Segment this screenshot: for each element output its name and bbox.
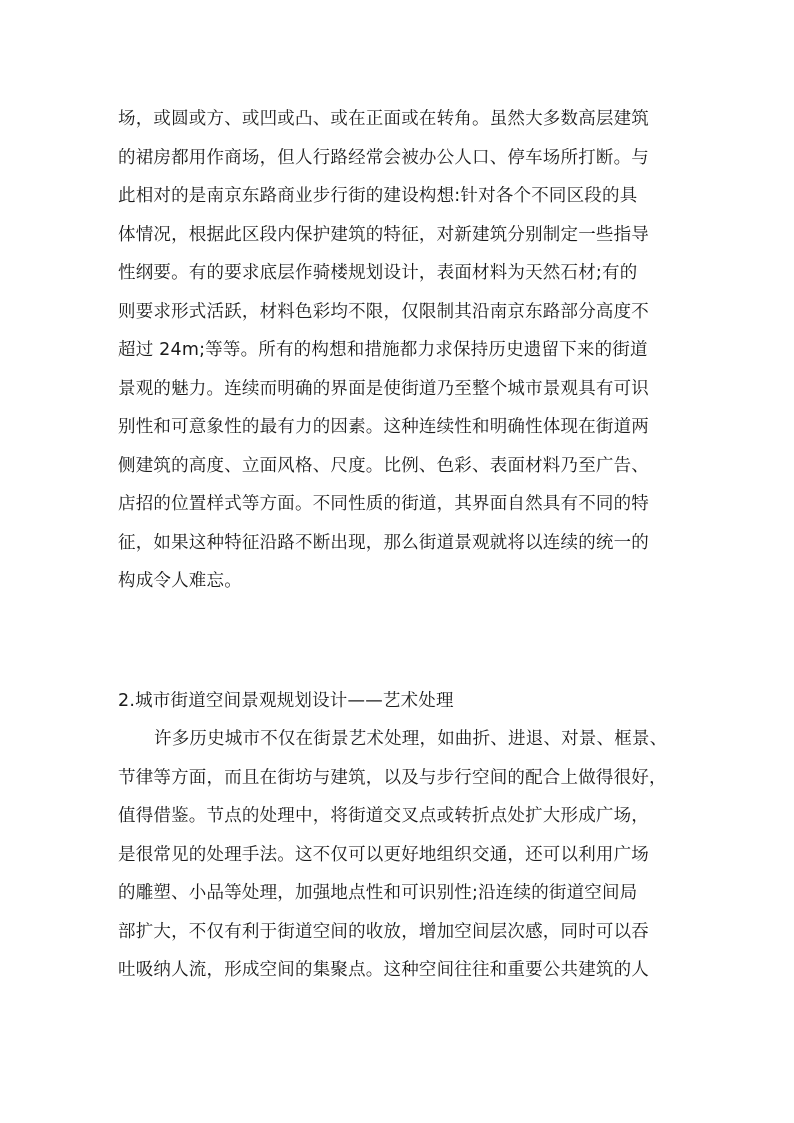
text-line: 的雕塑、小品等处理，加强地点性和可识别性;沿连续的街道空间局 [118,883,638,903]
text-line: 则要求形式活跃，材料色彩均不限，仅限制其沿南京东路部分高度不 [118,301,649,322]
text-line: 节律等方面，而且在街坊与建筑，以及与步行空间的配合上做得很好， [118,767,667,788]
text-line: 此相对的是南京东路商业步行街的建设构想:针对各个不同区段的具 [118,186,638,206]
section-heading [118,682,688,721]
text-line: 值得借鉴。节点的处理中，将街道交叉点或转折点处扩大形成广场， [118,806,649,826]
body-paragraph-2 [118,720,688,990]
text-line: 吐吸纳人流，形成空间的集聚点。这种空间往往和重要公共建筑的人 [118,960,649,980]
text-line: 的裙房都用作商场，但人行路经常会被办公人口、停车场所打断。与 [118,147,649,168]
text-line: 超过 24m;等等。所有的构想和措施都力求保持历史遗留下来的街道 [118,340,648,360]
text-line: 是很常见的处理手法。这不仅可以更好地组织交通，还可以利用广场 [118,844,649,865]
text-line: 许多历史城市不仅在街景艺术处理，如曲折、进退、对景、框景、 [154,729,668,749]
text-line: 场，或圆或方、或凹或凸、或在正面或在转角。虽然大多数高层建筑 [118,109,649,129]
text-line: 部扩大，不仅有利于街道空间的收放，增加空间层次感，同时可以吞 [118,921,649,942]
heading-text: 2.城市街道空间景观规划设计——艺术处理 [118,691,454,711]
text-line: 性纲要。有的要求底层作骑楼规划设计，表面材料为天然石材;有的 [118,263,638,283]
text-line: 征，如果这种特征沿路不断出现，那么街道景观就将以连续的统一的 [118,532,649,553]
body-paragraph-1 [118,100,688,601]
text-line: 体情况，根据此区段内保护建筑的特征，对新建筑分别制定一些指导 [118,224,649,245]
text-line: 侧建筑的高度、立面风格、尺度。比例、色彩、表面材料乃至广告、 [118,455,649,476]
text-line: 景观的魅力。连续而明确的界面是使街道乃至整个城市景观具有可识 [118,378,649,399]
text-line: 别性和可意象性的最有力的因素。这种连续性和明确性体现在街道两 [118,417,649,437]
text-line: 店招的位置样式等方面。不同性质的街道，其界面自然具有不同的特 [118,494,649,514]
text-line: 构成令人难忘。 [118,571,242,591]
